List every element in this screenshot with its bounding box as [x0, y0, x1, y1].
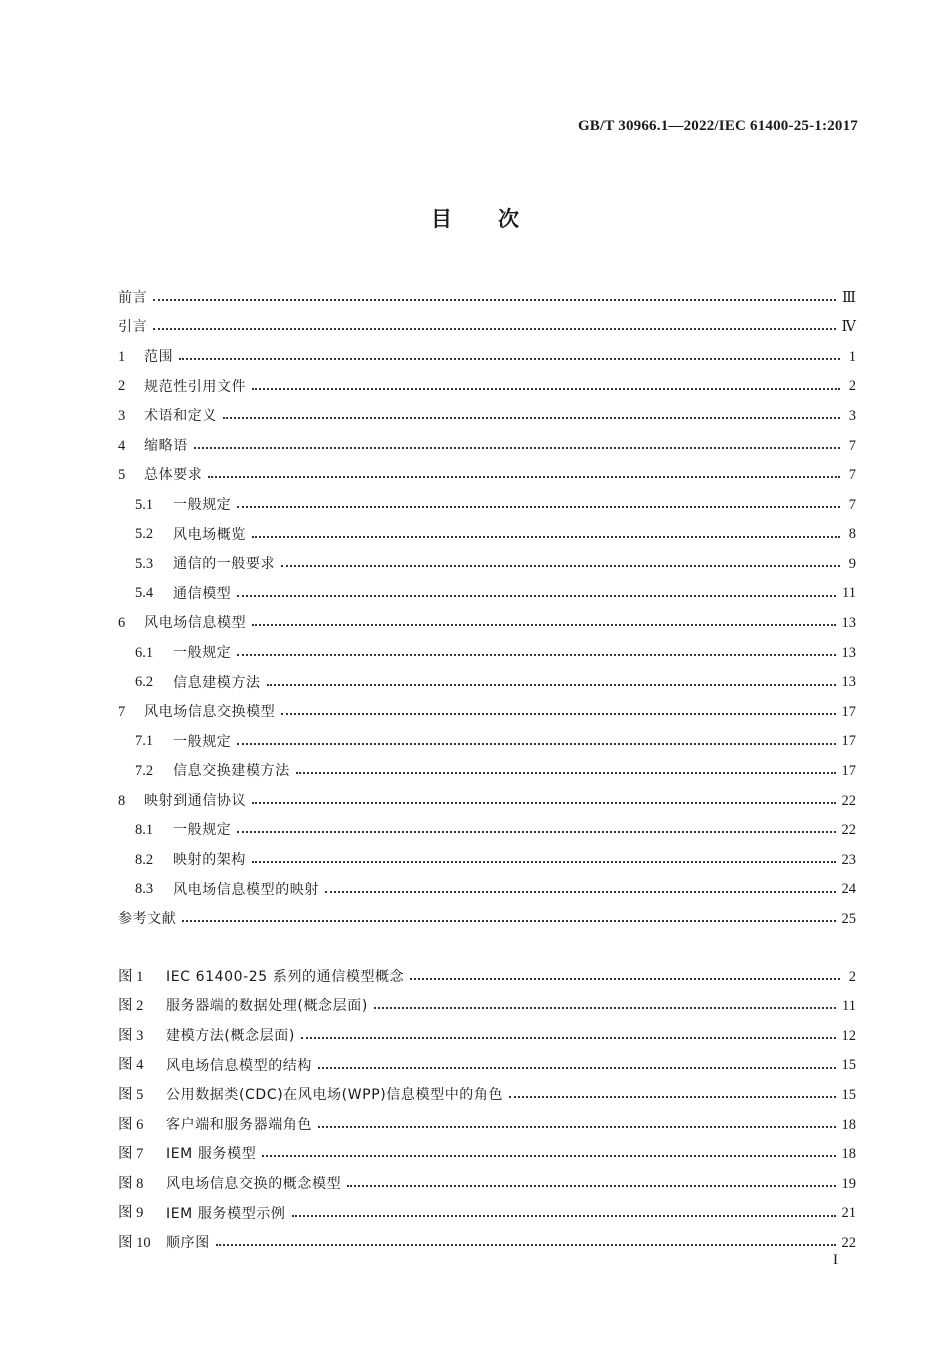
entry-page-number: 2: [848, 968, 856, 985]
entry-title: 参考文献: [118, 911, 177, 928]
entry-number: 7: [118, 703, 126, 720]
dot-leader: [153, 322, 835, 332]
entry-page-number: 19: [841, 1175, 856, 1192]
entry-number: 图 3: [118, 1027, 144, 1044]
entry-title: 信息交换建模方法: [173, 763, 290, 780]
dot-leader: [252, 618, 835, 628]
dot-leader: [153, 293, 836, 303]
toc-entry[interactable]: [118, 638, 856, 668]
title-char-1: 目: [431, 207, 452, 231]
entry-page-number: 11: [842, 998, 856, 1015]
toc-entry[interactable]: [118, 520, 856, 550]
entry-number: 6: [118, 615, 126, 632]
dot-leader: [216, 1238, 836, 1248]
entry-number: 2: [118, 378, 126, 395]
toc-entry[interactable]: [118, 372, 856, 402]
dot-leader: [281, 707, 835, 717]
dot-leader: [281, 559, 840, 569]
entry-title: 公用数据类(CDC)在风电场(WPP)信息模型中的角色: [166, 1087, 504, 1104]
dot-leader: [252, 855, 836, 865]
entry-page-number: 7: [848, 467, 856, 484]
entry-number: 图 8: [118, 1175, 144, 1192]
dot-leader: [374, 1001, 836, 1011]
entry-title: 信息建模方法: [173, 674, 261, 691]
toc-entry[interactable]: [118, 1228, 856, 1258]
entry-page-number: Ⅳ: [841, 319, 856, 336]
entry-number: 5.1: [135, 496, 154, 513]
entry-number: 6.2: [135, 674, 154, 691]
toc-entry[interactable]: [118, 904, 856, 934]
dot-leader: [182, 914, 835, 924]
entry-number: 7.2: [135, 763, 154, 780]
entry-title: 一般规定: [173, 822, 232, 839]
entry-number: 图 10: [118, 1234, 151, 1251]
entry-title: IEM 服务模型示例: [166, 1205, 286, 1222]
page-number: I: [833, 1252, 838, 1268]
dot-leader: [223, 411, 840, 421]
entry-title: 规范性引用文件: [144, 378, 247, 395]
toc-entry[interactable]: [118, 875, 856, 905]
entry-title: 一般规定: [173, 733, 232, 750]
dot-leader: [318, 1120, 836, 1130]
entry-title: 风电场信息交换的概念模型: [166, 1175, 342, 1192]
title-char-2: 次: [498, 207, 519, 231]
entry-number: 6.1: [135, 644, 154, 661]
entry-title: IEM 服务模型: [166, 1146, 257, 1163]
entry-title: 前言: [118, 289, 148, 306]
entry-number: 图 9: [118, 1205, 144, 1222]
toc-entry[interactable]: [118, 490, 856, 520]
entry-title: 范围: [144, 348, 174, 365]
toc-entry[interactable]: [118, 962, 856, 992]
dot-leader: [262, 1149, 835, 1159]
entry-number: 5.3: [135, 555, 154, 572]
dot-leader: [318, 1061, 836, 1071]
entry-number: 8: [118, 792, 126, 809]
entry-number: 8.3: [135, 881, 154, 898]
entry-title: 风电场概览: [173, 526, 246, 543]
entry-page-number: 15: [841, 1057, 856, 1074]
dot-leader: [252, 382, 840, 392]
entry-number: 5: [118, 467, 126, 484]
entry-page-number: 23: [841, 851, 856, 868]
toc-entry[interactable]: [118, 668, 856, 698]
dot-leader: [237, 500, 840, 510]
standard-number: GB/T 30966.1—2022/IEC 61400-25-1:2017: [577, 118, 858, 134]
dot-leader: [347, 1179, 835, 1189]
toc-entry[interactable]: [118, 313, 856, 343]
entry-page-number: 13: [841, 644, 856, 661]
entry-page-number: 3: [848, 407, 856, 424]
list-of-figures: [118, 962, 856, 1258]
toc-entry[interactable]: [118, 845, 856, 875]
dot-leader: [252, 530, 840, 540]
toc-entry[interactable]: [118, 816, 856, 846]
entry-number: 图 2: [118, 998, 144, 1015]
entry-page-number: 13: [841, 615, 856, 632]
dot-leader: [267, 678, 836, 688]
toc-entry[interactable]: [118, 1169, 856, 1199]
entry-page-number: 1: [848, 348, 856, 365]
entry-page-number: 22: [841, 792, 856, 809]
entry-title: 通信的一般要求: [173, 556, 276, 573]
toc-entry[interactable]: [118, 342, 856, 372]
toc-entry[interactable]: [118, 1080, 856, 1110]
entry-page-number: 17: [841, 703, 856, 720]
entry-number: 7.1: [135, 733, 154, 750]
entry-number: 图 6: [118, 1116, 144, 1133]
entry-number: 4: [118, 437, 126, 454]
entry-title: 总体要求: [144, 467, 203, 484]
entry-title: 一般规定: [173, 644, 232, 661]
toc-entry[interactable]: [118, 1110, 856, 1140]
toc-entry[interactable]: [118, 461, 856, 491]
entry-title: 映射到通信协议: [144, 792, 247, 809]
toc-entry[interactable]: [118, 1140, 856, 1170]
toc-entry[interactable]: [118, 609, 856, 639]
dot-leader: [325, 885, 836, 895]
entry-number: 1: [118, 348, 126, 365]
entry-number: 图 4: [118, 1057, 144, 1074]
entry-page-number: 18: [841, 1146, 856, 1163]
entry-page-number: 13: [841, 674, 856, 691]
entry-page-number: 9: [848, 555, 856, 572]
toc-entry[interactable]: [118, 727, 856, 757]
dot-leader: [237, 737, 835, 747]
entry-title: 一般规定: [173, 496, 232, 513]
dot-leader: [509, 1090, 835, 1100]
toc-entry[interactable]: [118, 697, 856, 727]
toc-entry[interactable]: [118, 1051, 856, 1081]
entry-page-number: 11: [842, 585, 856, 602]
dot-leader: [237, 589, 836, 599]
entry-title: 客户端和服务器端角色: [166, 1116, 312, 1133]
toc-entry[interactable]: [118, 992, 856, 1022]
toc-entry[interactable]: [118, 786, 856, 816]
toc-entry[interactable]: [118, 283, 856, 313]
dot-leader: [296, 766, 836, 776]
entry-title: 服务器端的数据处理(概念层面): [166, 998, 368, 1015]
toc-entry[interactable]: [118, 579, 856, 609]
toc-entry[interactable]: [118, 1199, 856, 1229]
entry-title: 风电场信息交换模型: [144, 704, 276, 721]
entry-page-number: 17: [841, 763, 856, 780]
entry-page-number: 8: [848, 526, 856, 543]
entry-title: 建模方法(概念层面): [166, 1027, 295, 1044]
dot-leader: [252, 796, 835, 806]
toc-entry[interactable]: [118, 1021, 856, 1051]
entry-title: 映射的架构: [173, 852, 246, 869]
entry-number: 8.1: [135, 822, 154, 839]
entry-title: 术语和定义: [144, 408, 217, 425]
entry-number: 3: [118, 407, 126, 424]
dot-leader: [237, 648, 835, 658]
entry-page-number: 7: [848, 496, 856, 513]
entry-title: 风电场信息模型: [144, 615, 247, 632]
entry-title: 通信模型: [173, 585, 232, 602]
dot-leader: [194, 441, 840, 451]
dot-leader: [292, 1209, 836, 1219]
entry-number: 图 5: [118, 1086, 144, 1103]
page-title: [0, 203, 950, 233]
entry-page-number: 25: [841, 911, 856, 928]
entry-number: 5.2: [135, 526, 154, 543]
dot-leader: [237, 825, 835, 835]
entry-number: 图 7: [118, 1146, 144, 1163]
toc-entry[interactable]: [118, 401, 856, 431]
entry-page-number: 2: [848, 378, 856, 395]
entry-title: 引言: [118, 319, 148, 336]
entry-page-number: Ⅲ: [842, 289, 856, 306]
dot-leader: [301, 1031, 836, 1041]
dot-leader: [208, 470, 840, 480]
entry-number: 5.4: [135, 585, 154, 602]
entry-title: 缩略语: [144, 437, 188, 454]
dot-leader: [179, 352, 840, 362]
entry-page-number: 18: [841, 1116, 856, 1133]
toc-entry[interactable]: [118, 549, 856, 579]
entry-number: 8.2: [135, 851, 154, 868]
entry-page-number: 17: [841, 733, 856, 750]
entry-title: IEC 61400-25 系列的通信模型概念: [166, 968, 405, 985]
table-of-contents: [118, 283, 856, 934]
entry-title: 风电场信息模型的映射: [173, 881, 319, 898]
entry-number: 图 1: [118, 968, 144, 985]
entry-title: 风电场信息模型的结构: [166, 1057, 312, 1074]
toc-entry[interactable]: [118, 431, 856, 461]
entry-page-number: 21: [841, 1205, 856, 1222]
entry-page-number: 12: [841, 1027, 856, 1044]
entry-page-number: 7: [848, 437, 856, 454]
entry-page-number: 22: [841, 822, 856, 839]
entry-page-number: 24: [841, 881, 856, 898]
entry-page-number: 15: [841, 1086, 856, 1103]
entry-title: 顺序图: [166, 1235, 210, 1252]
dot-leader: [410, 972, 840, 982]
entry-page-number: 22: [841, 1234, 856, 1251]
toc-entry[interactable]: [118, 757, 856, 787]
